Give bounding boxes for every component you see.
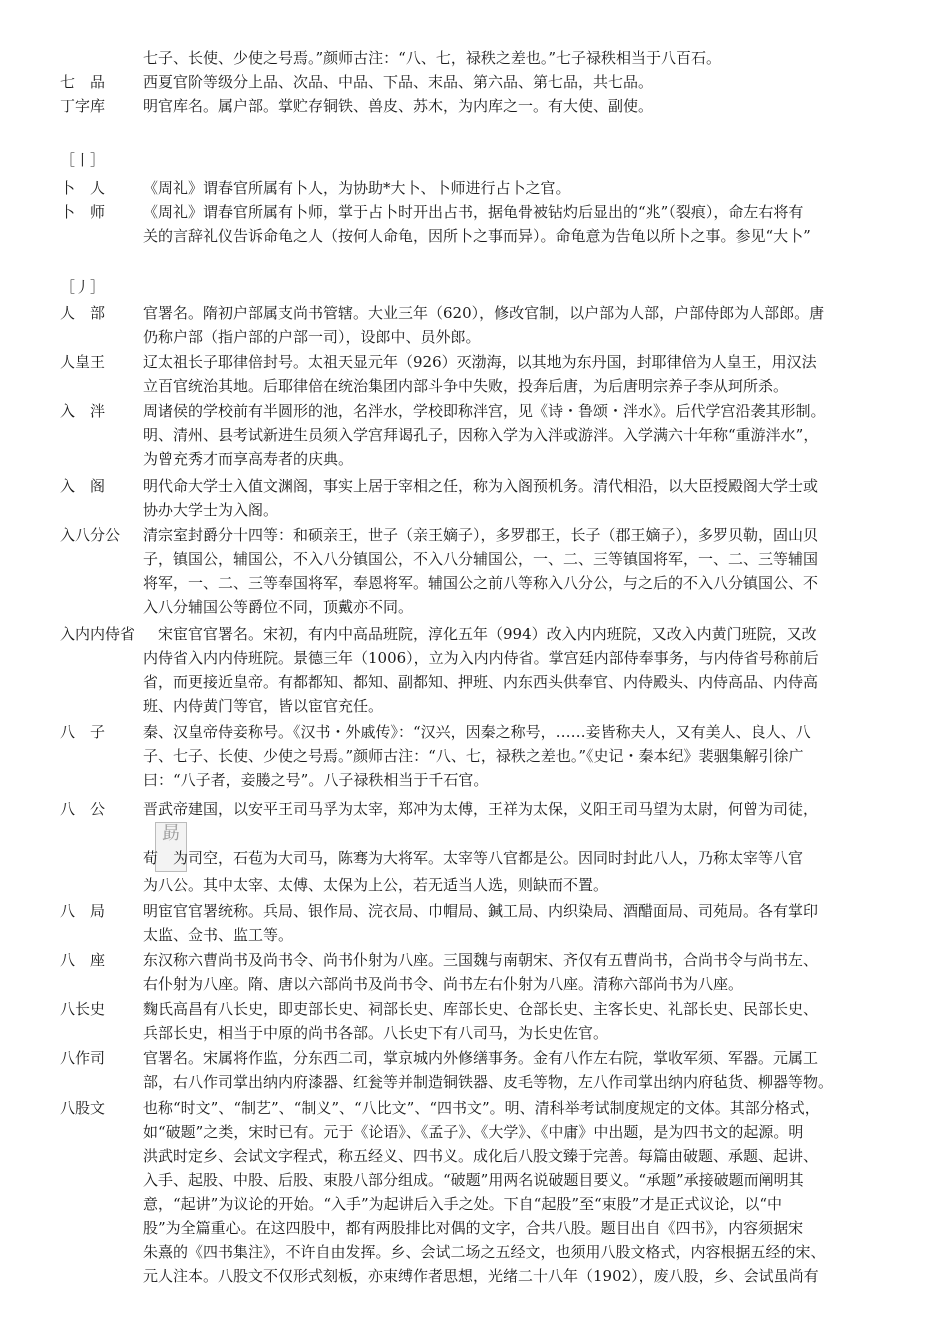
entry-term: 八作司 (60, 1049, 106, 1067)
continuation-line: 七子、长使、少使之号焉。”颜师古注：“八、七，禄秩之差也。”七子禄秩相当于八百石。 (143, 49, 722, 67)
entry-definition-line: 内侍省入内内侍班院。景德三年（1006），立为入内内侍省。掌宫廷内部侍奉事务，与内侍省号称前后 (143, 649, 819, 667)
entry-definition-line: 子、七子、长使、少使之号焉。”颜师古注：“八、七，禄秩之差也。”《史记・秦本纪》裴骃集解引徐广 (143, 747, 804, 765)
entry-definition-line: 曰：“八子者，妾媵之号”。八子禄秩相当于千石官。 (143, 771, 489, 789)
entry-definition-line: 协办大学士为入阁。 (143, 501, 279, 519)
entry-term: 入八分公 (60, 526, 121, 544)
entry-definition-line: 明、清州、县考试新进生员须入学宫拜谒孔子，因称入学为入泮或游泮。入学满六十年称“重游泮水”， (143, 426, 819, 444)
stamp-image: 勗 (155, 822, 187, 872)
entry-definition-line: 《周礼》谓春官所属有卜人，为协助*大卜、卜师进行占卜之官。 (143, 179, 571, 197)
entry-definition-line: 东汉称六曹尚书及尚书令、尚书仆射为八座。三国魏与南朝宋、齐仅有五曹尚书，合尚书令与尚书左、 (143, 951, 819, 969)
entry-definition-line: 宋宦官官署名。宋初，有内中高品班院，淳化五年（994）改入内内班院，又改入内黄门班院，又改 (158, 625, 817, 643)
section-header: ［丨］ (60, 151, 106, 169)
entry-definition-line: 意，“起讲”为议论的开始。“入手”为起讲后入手之处。下自“起股”至“束股”才是正式议论，以“中 (143, 1195, 783, 1213)
entry-term: 入 阁 (60, 477, 106, 495)
entry-definition-line: 班、内侍黄门等官，皆以宦官充任。 (143, 697, 384, 715)
section-header: ［丿］ (60, 278, 106, 296)
entry-definition-line: 入八分辅国公等爵位不同，顶戴亦不同。 (143, 598, 414, 616)
entry-definition-line: 兵部长史，相当于中原的尚书各部。八长史下有八司马，为长史佐官。 (143, 1024, 609, 1042)
entry-definition-line: 清宗室封爵分十四等：和硕亲王，世子（亲王嫡子），多罗郡王，长子（郡王嫡子），多罗贝勒，固山贝 (143, 526, 819, 544)
entry-term: 入内内侍省 (60, 625, 136, 643)
entry-term: 人 部 (60, 304, 106, 322)
entry-term: 入 泮 (60, 402, 106, 420)
entry-definition-line: 右仆射为八座。隋、唐以六部尚书及尚书令、尚书左右仆射为八座。清称六部尚书为八座。 (143, 975, 744, 993)
entry-term: 八 座 (60, 951, 106, 969)
entry-definition-line: 为曾充秀才而享高寿者的庆典。 (143, 450, 354, 468)
entry-term: 八股文 (60, 1099, 106, 1117)
entry-term: 卜 师 (60, 203, 106, 221)
entry-term: 八 公 (60, 800, 106, 818)
entry-definition-line: 也称“时文”、“制艺”、“制义”、“八比文”、“四书文”。明、清科举考试制度规定的文体。其部分格式， (143, 1099, 820, 1117)
entry-term: 八 局 (60, 902, 106, 920)
entry-definition-line: 明官库名。属户部。掌贮存铜铁、兽皮、苏木，为内库之一。有大使、副使。 (143, 97, 654, 115)
entry-definition-line: 洪武时定乡、会试文字程式，称五经义、四书义。成化后八股文臻于完善。每篇由破题、承题、起讲、 (143, 1147, 819, 1165)
entry-term: 八 子 (60, 723, 106, 741)
entry-definition-line: 辽太祖长子耶律倍封号。太祖天显元年（926）灭渤海，以其地为东丹国，封耶律倍为人皇王，用汉法 (143, 353, 817, 371)
entry-term: 八长史 (60, 1000, 106, 1018)
entry-definition-line: 仍称户部（指户部的户部一司），设郎中、员外郎。 (143, 328, 481, 346)
entry-definition-line: 秦、汉皇帝侍妾称号。《汉书・外戚传》：“汉兴，因秦之称号，……妾皆称夫人，又有美人、良人、八 (143, 723, 811, 741)
entry-term: 丁字库 (60, 97, 106, 115)
entry-definition-line: 为八公。其中太宰、太傅、太保为上公，若无适当人选，则缺而不置。 (143, 876, 609, 894)
entry-term: 卜 人 (60, 179, 106, 197)
entry-definition-line: 官署名。宋属将作监，分东西二司，掌京城内外修缮事务。金有八作左右院，掌收军须、军器。元属工 (143, 1049, 819, 1067)
entry-definition-line: 明代命大学士入值文渊阁，事实上居于宰相之任，称为入阁预机务。清代相沿，以大臣授殿阁大学士或 (143, 477, 819, 495)
entry-definition-line: 部，右八作司掌出纳内府漆器、红瓮等并制造铜铁器、皮毛等物，左八作司掌出纳内府毡货、柳器等物。 (143, 1073, 834, 1091)
entry-definition-line: 明宦官官署统称。兵局、银作局、浣衣局、巾帽局、鍼工局、内织染局、酒醋面局、司苑局。各有掌印 (143, 902, 819, 920)
entry-definition-line: 朱熹的《四书集注》，不许自由发挥。乡、会试二场之五经文，也须用八股文格式，内容根据五经的宋、 (143, 1243, 826, 1261)
entry-definition-line: 股”为全篇重心。在这四股中，都有两股排比对偶的文字，合共八股。题目出自《四书》，内容须据宋 (143, 1219, 804, 1237)
entry-definition-line: 立百官统治其地。后耶律倍在统治集团内部斗争中失败，投奔后唐，为后唐明宗养子李从珂所杀。 (143, 377, 789, 395)
entry-definition-line: 入手、起股、中股、后股、束股八部分组成。“破题”用两名说破题目要义。“承题”承接破题而阐明其 (143, 1171, 804, 1189)
entry-definition-line: 麴氏高昌有八长史，即吏部长史、祠部长史、库部长史、仓部长史、主客长史、礼部长史、民部长史、 (143, 1000, 819, 1018)
entry-definition-line: 将军，一、二、三等奉国将军，奉恩将军。辅国公之前八等称入八分公，与之后的不入八分镇国公、不 (143, 574, 819, 592)
entry-definition-line: 如“破题”之类，宋时已有。元于《论语》、《孟子》、《大学》、《中庸》中出题，是为四书文的起源。明 (143, 1123, 804, 1141)
entry-definition-line: 子，镇国公，辅国公，不入八分镇国公，不入八分辅国公，一、二、三等镇国将军，一、二、三等辅国 (143, 550, 819, 568)
entry-definition-line: 省，而更接近皇帝。有都都知、都知、副都知、押班、内东西头供奉官、内侍殿头、内侍高品、内侍高 (143, 673, 819, 691)
entry-definition-line: 关的言辞礼仪告诉命龟之人（按何人命龟，因所卜之事而异）。命龟意为告龟以所卜之事。参见“大卜” (143, 227, 811, 245)
entry-definition-line: 周诸侯的学校前有半圆形的池，名泮水，学校即称泮宫，见《诗・鲁颂・泮水》。后代学宫沿袭其形制。 (143, 402, 826, 420)
entry-definition-line: 官署名。隋初户部属支尚书管辖。大业三年（620），修改官制，以户部为人部，户部侍郎为人部郎。唐 (143, 304, 825, 322)
entry-definition-line: 《周礼》谓春官所属有卜师，掌于占卜时开出占书，据龟骨被钻灼后显出的“兆”（裂痕），命左右将有 (143, 203, 804, 221)
entry-term: 人皇王 (60, 353, 106, 371)
entry-term: 七 品 (60, 73, 106, 91)
entry-definition-line: 元人注本。八股文不仅形式刻板，亦束缚作者思想，光绪二十八年（1902），废八股，乡、会试虽尚有 (143, 1267, 819, 1285)
entry-definition-line: 荀 为司空，石苞为大司马，陈骞为大将军。太宰等八官都是公。因同时封此八人，乃称太宰等八官 (143, 849, 804, 867)
entry-definition-line: 太监、佥书、监工等。 (143, 926, 294, 944)
entry-definition-line: 西夏官阶等级分上品、次品、中品、下品、末品、第六品、第七品，共七品。 (143, 73, 654, 91)
entry-definition-line: 晋武帝建国，以安平王司马孚为太宰，郑冲为太傅，王祥为太保，义阳王司马望为太尉，何曾为司徒， (143, 800, 819, 818)
